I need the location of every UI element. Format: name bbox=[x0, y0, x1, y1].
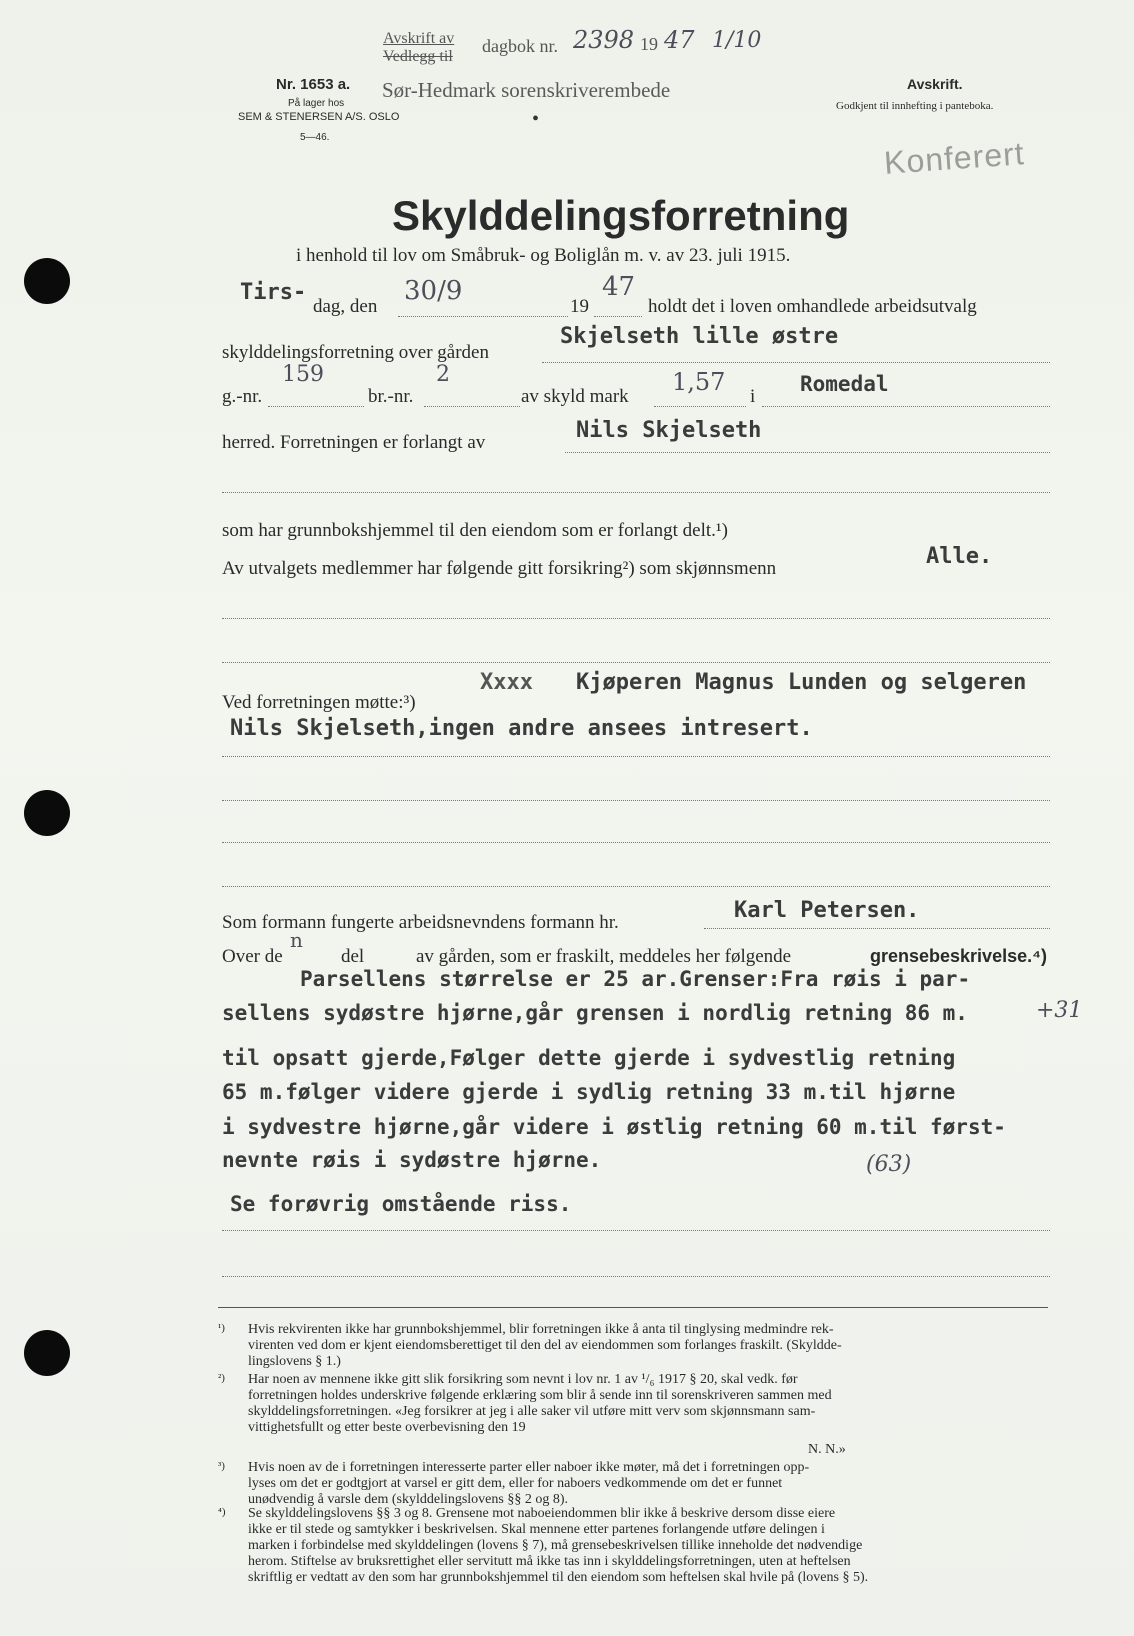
footnote-3-line: unødvendig å varsle dem (skylddelingslovens §§ 2 og 8). bbox=[248, 1492, 569, 1507]
over-garden-label: skylddelingsforretning over gården bbox=[222, 342, 489, 363]
kommune-field: Romedal bbox=[800, 372, 889, 396]
hand-note-63: (63) bbox=[866, 1152, 912, 1177]
dagbok-year: 47 bbox=[664, 26, 695, 54]
see-also-text: Se forøvrig omstående riss. bbox=[230, 1192, 572, 1216]
grunnbok-text: som har grunnbokshjemmel til den eiendom som er forlangt delt.¹) bbox=[222, 520, 728, 541]
footnote-4-line: ikke er til stede og samtykker i beskrivelsen. Skal mennene etter partenes forlangende utføre delingen i bbox=[248, 1522, 825, 1537]
footnote-4 bbox=[248, 1506, 868, 1586]
forsikring-text: Av utvalgets medlemmer har følgende gitt forsikring²) som skjønnsmenn bbox=[222, 558, 777, 579]
grense-label: grensebeskrivelse.⁴) bbox=[870, 946, 1048, 966]
desc-line-1: Parsellens størrelse er 25 ar.Grenser:Fra røis i par- bbox=[300, 967, 971, 991]
dagbok-year-prefix: 19 bbox=[640, 34, 658, 54]
footnote-3-line: Hvis noen av de i forretningen interesserte parter eller naboer ikke møter, må det i forretningen opp- bbox=[248, 1460, 810, 1475]
desc-line-4: 65 m.følger videre gjerde i sydlig retning 33 m.til hjørne bbox=[222, 1080, 956, 1104]
skjonnsmenn-field: Alle. bbox=[926, 544, 993, 569]
avskrift-title: Avskrift. bbox=[907, 76, 963, 92]
year-field: 47 bbox=[602, 272, 636, 302]
mott-line-2: Nils Skjelseth,ingen andre ansees intresert. bbox=[230, 716, 813, 741]
dag-label: dag, den bbox=[313, 296, 378, 317]
holdt-text: holdt det i loven omhandlede arbeidsutvalg bbox=[648, 296, 977, 317]
skyld-field: 1,57 bbox=[672, 368, 726, 396]
form-number: Nr. 1653 a. bbox=[276, 76, 351, 93]
footnote-3 bbox=[248, 1460, 809, 1508]
footnote-2-mark: ²) bbox=[218, 1372, 225, 1384]
footnote-2-line: forretningen holdes underskrive følgende erklæring som blir å sende inn til sorenskriveren sammen med bbox=[248, 1388, 832, 1403]
print-date: 5—46. bbox=[300, 132, 330, 143]
publisher: SEM & STENERSEN A/S. OSLO bbox=[238, 111, 400, 123]
footnote-4-line: herom. Stiftelse av bruksrettighet eller servitutt må ikke tas inn i skylddelingsforretningen, uten at heftelsen bbox=[248, 1554, 851, 1569]
dagbok-date-note: 1/10 bbox=[712, 28, 762, 53]
footnote-2-sign: N. N.» bbox=[808, 1442, 846, 1457]
herred-label: herred. Forretningen er forlangt av bbox=[222, 432, 486, 453]
footnote-4-line: marken i forbindelse med skylddelingen (lovens § 7), må grensebeskrivelsen tillike inneholde det nødvendige bbox=[248, 1538, 863, 1553]
footnote-separator bbox=[218, 1307, 1048, 1308]
office-dot: • bbox=[532, 108, 540, 130]
desc-line-6: nevnte røis i sydøstre hjørne. bbox=[222, 1148, 602, 1172]
punch-hole-bottom bbox=[24, 1330, 70, 1376]
avskrift-note: Godkjent til innhefting i panteboka. bbox=[836, 100, 994, 112]
footnote-1-mark: ¹) bbox=[218, 1322, 225, 1334]
desc-line-3: til opsatt gjerde,Følger dette gjerde i sydvestlig retning bbox=[222, 1046, 956, 1070]
over-de-label: Over de bbox=[222, 946, 283, 967]
publisher-stock: På lager hos bbox=[288, 98, 345, 109]
desc-line-2: sellens sydøstre hjørne,går grensen i nordlig retning 86 m. bbox=[222, 1001, 968, 1025]
footnote-1-line: virenten ved dom er kjent eiendomsberettiget til den del av eiendommen som forlanges fraskilt. (Skyldde- bbox=[248, 1338, 842, 1353]
struck-text: Xxxx bbox=[480, 670, 533, 695]
mott-line-1: Kjøperen Magnus Lunden og selgeren bbox=[576, 670, 1027, 695]
footnote-4-line: skriftlig er vedtatt av den som har grunnbokshjemmel til den eiendom som heftelsen skal hvile på (lovens § 5). bbox=[248, 1570, 869, 1585]
konferert-stamp: Konferert bbox=[882, 135, 1026, 181]
hand-note-31: +31 bbox=[1036, 998, 1083, 1023]
gard-text: av gården, som er fraskilt, meddeles her følgende bbox=[416, 946, 792, 967]
document-title: Skylddelingsforretning bbox=[392, 192, 850, 239]
weekday-field: Tirs- bbox=[240, 280, 307, 305]
punch-hole-middle bbox=[24, 790, 70, 836]
i-label: i bbox=[750, 386, 756, 407]
footnote-1-line: lingslovens § 1.) bbox=[248, 1354, 341, 1369]
over-n: n bbox=[290, 928, 303, 952]
date-field: 30/9 bbox=[404, 276, 463, 306]
gnr-label: g.-nr. bbox=[222, 386, 263, 407]
footnote-1-line: Hvis rekvirenten ikke har grunnbokshjemmel, blir forretningen ikke å anta til tinglysing medmindre rek- bbox=[248, 1322, 834, 1337]
gnr-field: 159 bbox=[282, 362, 324, 387]
avskrift-av: Avskrift av bbox=[383, 30, 455, 47]
skyld-label: av skyld mark bbox=[521, 386, 629, 407]
footnote-2-line: Har noen av mennene ikke gitt slik forsikring som nevnt i lov nr. 1 av ¹/₆ 1917 § 20, skal vedk. før bbox=[248, 1372, 798, 1387]
brnr-field: 2 bbox=[436, 362, 450, 387]
footnote-1 bbox=[248, 1322, 842, 1370]
dagbok-label: dagbok nr. bbox=[482, 36, 558, 56]
vedlegg-til: Vedlegg til bbox=[383, 48, 453, 65]
footnote-4-line: Se skylddelingslovens §§ 3 og 8. Grensene mot naboeiendommen blir ikke å beskrive dersom disse eiere bbox=[248, 1506, 836, 1521]
forlangt-av-field: Nils Skjelseth bbox=[576, 418, 762, 443]
footnote-2-line: skylddelingsforretningen. «Jeg forsikrer at jeg i alle saker vil utføre mitt verv som skjønnsmann sam- bbox=[248, 1404, 816, 1419]
formann-label: Som formann fungerte arbeidsnevndens formann hr. bbox=[222, 912, 619, 933]
punch-hole-top bbox=[24, 258, 70, 304]
formann-field: Karl Petersen. bbox=[734, 898, 920, 923]
dagbok-number: 2398 bbox=[573, 26, 635, 54]
footnote-3-line: lyses om det er godtgjort at varsel er gitt dem, eller for naboers vedkommende om det er funnet bbox=[248, 1476, 783, 1491]
footnote-4-mark: ⁴) bbox=[218, 1506, 226, 1518]
footnote-2 bbox=[248, 1372, 832, 1436]
office-name: Sør-Hedmark sorenskriverembede bbox=[382, 78, 671, 102]
garden-field: Skjelseth lille østre bbox=[560, 324, 839, 349]
desc-line-5: i sydvestre hjørne,går videre i østlig retning 60 m.til først- bbox=[222, 1115, 1006, 1139]
del-label: del bbox=[341, 946, 365, 967]
year-prefix: 19 bbox=[570, 296, 589, 317]
footnote-3-mark: ³) bbox=[218, 1460, 225, 1472]
mott-label: Ved forretningen møtte:³) bbox=[222, 692, 416, 713]
document-subtitle: i henhold til lov om Småbruk- og Boliglån m. v. av 23. juli 1915. bbox=[296, 245, 791, 266]
footnote-2-line: vittighetsfullt og etter beste overbevisning den 19 bbox=[248, 1420, 526, 1435]
brnr-label: br.-nr. bbox=[368, 386, 414, 407]
